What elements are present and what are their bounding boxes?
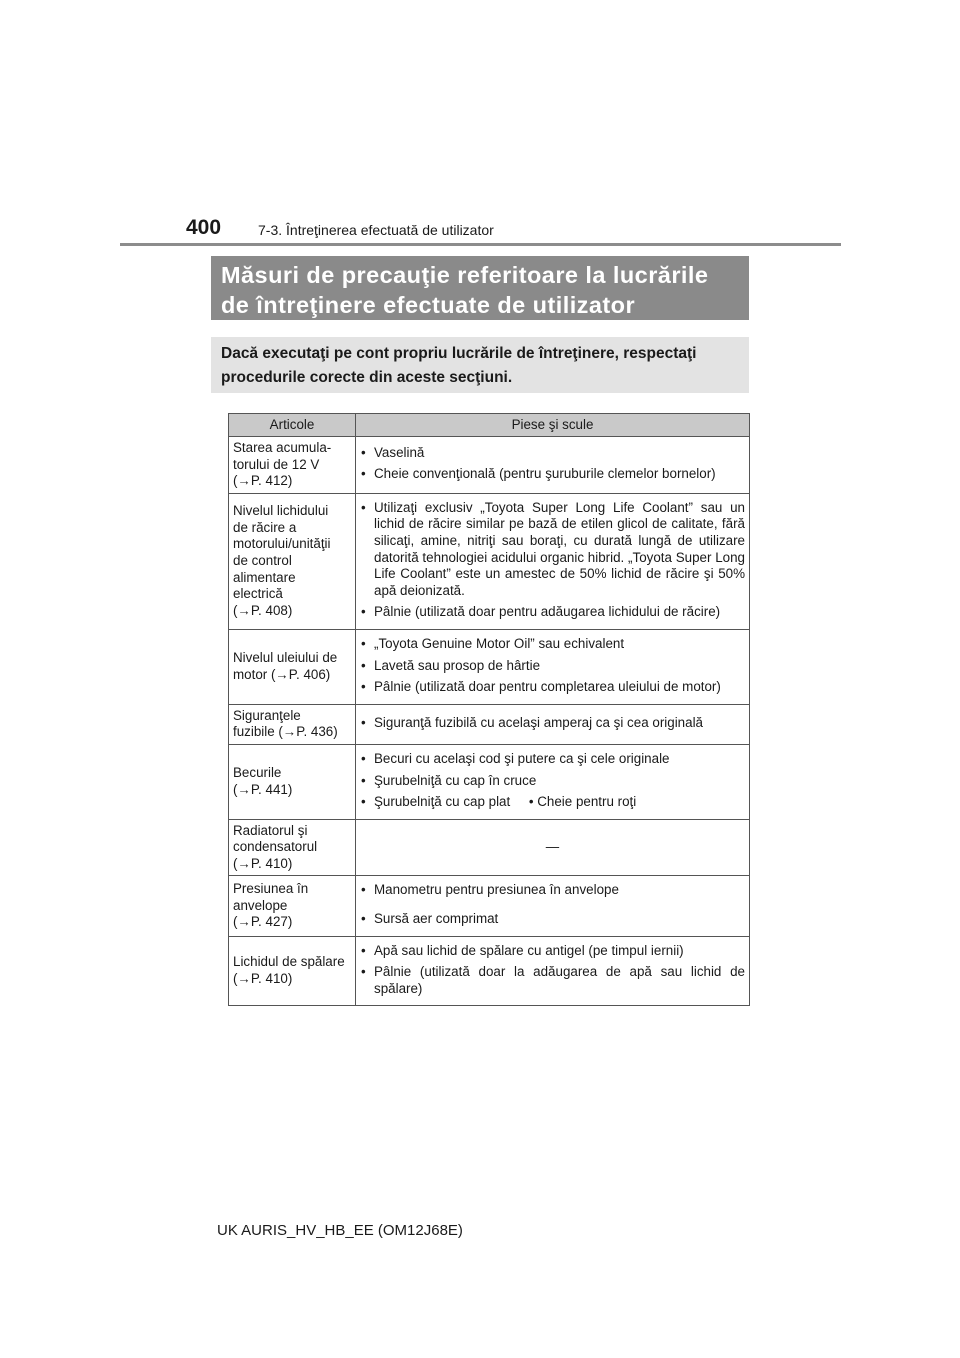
list-item: • Manometru pentru presiunea în anvelope	[360, 882, 745, 899]
article-text: Becurile	[233, 765, 282, 781]
parts-cell	[356, 744, 750, 819]
intro-line-1: Dacă executaţi pe cont propriu lucrările de întreţinere, respectaţi	[221, 345, 697, 362]
list-item: • Apă sau lichid de spălare cu antigel (pe timpul iernii)	[360, 943, 745, 960]
article-text: Nivelul uleiului de	[233, 650, 338, 666]
page-title-line-2: de întreţinere efectuate de utilizator	[221, 292, 636, 318]
article-text: Presiunea în	[233, 881, 309, 897]
parts-cell	[356, 437, 750, 494]
article-text: electrică	[233, 586, 283, 602]
article-text: condensatorul	[233, 839, 318, 855]
list-item: • Sursă aer comprimat	[360, 911, 745, 928]
parts-cell	[356, 629, 750, 704]
article-cell	[229, 629, 356, 704]
list-item: • „Toyota Genuine Motor Oil” sau echivalent	[360, 636, 745, 653]
article-reference: (→P. 408)	[233, 602, 293, 618]
table-row	[229, 936, 750, 1006]
list-item: • Utilizaţi exclusiv „Toyota Super Long Life Coolant” sau un lichid de răcire similar pe bază de etilen glicol de calitate, fără silicaţi, amine, nitriţi sau boraţi, cu durată lungă de utilizare datorită tehnologiei acidului organic hibrid. „Toyota Super Long Life Coolant” este un amestec de 50% lichid de răcire şi 50% apă deionizată.	[360, 500, 745, 600]
article-reference: (→P. 412)	[233, 473, 293, 489]
list-item: • Cheie convenţională (pentru şuruburile clemelor bornelor)	[360, 466, 745, 483]
article-cell	[229, 744, 356, 819]
dash-placeholder: —	[545, 839, 560, 855]
intro-text	[221, 342, 739, 390]
article-text: Nivelul lichidului	[233, 503, 329, 519]
section-title: 7-3. Întreţinerea efectuată de utilizator	[258, 222, 494, 238]
list-item: • Şurubelniţă cu cap plat • Cheie pentru roţi	[360, 794, 745, 811]
table-row	[229, 744, 750, 819]
article-reference: (→P. 441)	[233, 781, 293, 797]
intro-line-2: procedurile corecte din aceste secţiuni.	[221, 369, 513, 386]
table-row	[229, 819, 750, 876]
article-reference: (→P. 410)	[233, 971, 293, 987]
page-title	[221, 260, 739, 320]
column-header-parts: Piese şi scule	[356, 414, 750, 437]
page-number: 400	[186, 216, 222, 239]
article-text: anvelope	[233, 897, 288, 913]
list-item: • Siguranţă fuzibilă cu acelaşi amperaj ca şi cea originală	[360, 715, 745, 732]
list-item: • Becuri cu acelaşi cod şi putere ca şi cele originale	[360, 751, 745, 768]
column-header-articles: Articole	[229, 414, 356, 437]
parts-cell	[356, 493, 750, 629]
article-cell	[229, 876, 356, 936]
parts-cell-empty	[356, 819, 750, 876]
list-item: • Şurubelniţă cu cap în cruce	[360, 773, 745, 790]
page-title-line-1: Măsuri de precauţie referitoare la lucrările	[221, 262, 709, 288]
header-divider	[120, 243, 841, 246]
table-row	[229, 629, 750, 704]
parts-cell	[356, 936, 750, 1006]
list-item: • Lavetă sau prosop de hârtie	[360, 658, 745, 675]
article-reference: (→P. 410)	[233, 855, 293, 871]
article-reference: motor (→P. 406)	[233, 666, 331, 682]
article-text: torului de 12 V	[233, 456, 320, 472]
list-item: • Pâlnie (utilizată doar pentru completarea uleiului de motor)	[360, 679, 745, 696]
maintenance-table	[228, 413, 750, 1006]
list-item: • Pâlnie (utilizată doar pentru adăugarea lichidului de răcire)	[360, 604, 745, 621]
table-row	[229, 493, 750, 629]
article-text: de control	[233, 553, 292, 569]
article-cell	[229, 704, 356, 744]
article-cell	[229, 493, 356, 629]
footer-model-code: UK AURIS_HV_HB_EE (OM12J68E)	[217, 1222, 463, 1239]
list-item: • Vaselină	[360, 445, 745, 462]
table-row	[229, 437, 750, 494]
article-text: Siguranţele	[233, 707, 301, 723]
parts-cell	[356, 704, 750, 744]
article-cell	[229, 819, 356, 876]
table-row	[229, 876, 750, 936]
parts-cell	[356, 876, 750, 936]
page-title-box	[211, 256, 749, 320]
table-header-row	[229, 414, 750, 437]
article-text: de răcire a	[233, 519, 297, 535]
article-cell	[229, 936, 356, 1006]
article-text: alimentare	[233, 569, 296, 585]
article-reference: (→P. 427)	[233, 914, 293, 930]
table-row	[229, 704, 750, 744]
article-reference: fuzibile (→P. 436)	[233, 724, 338, 740]
article-cell	[229, 437, 356, 494]
article-text: Starea acumula-	[233, 440, 332, 455]
article-text: motorului/unităţii	[233, 536, 331, 552]
list-item: • Pâlnie (utilizată doar la adăugarea de apă sau lichid de spălare)	[360, 964, 745, 997]
article-text: Lichidul de spălare	[233, 954, 345, 970]
article-text: Radiatorul şi	[233, 822, 308, 838]
intro-box	[211, 337, 749, 393]
